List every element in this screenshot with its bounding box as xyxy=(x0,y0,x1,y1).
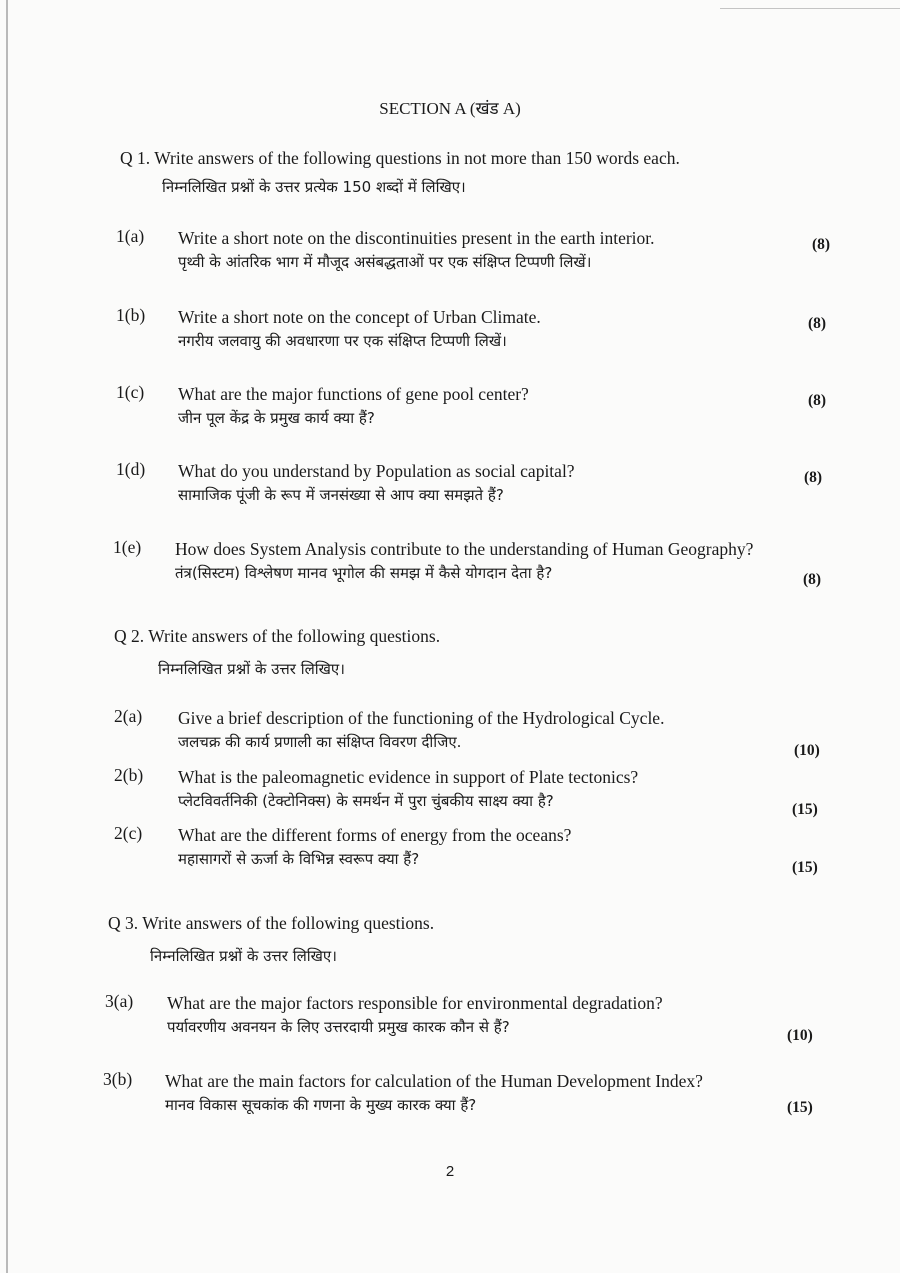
question-3-instruction-hi: निम्नलिखित प्रश्नों के उत्तर लिखिए। xyxy=(150,947,337,965)
question-2-instruction-en: Write answers of the following questions. xyxy=(148,626,441,646)
marks: (15) xyxy=(792,859,818,876)
question-text-en: Write a short note on the concept of Urban Climate. xyxy=(178,307,541,327)
question-text-en: What are the main factors for calculation of the Human Development Index? xyxy=(165,1071,703,1091)
question-text-hi: प्लेटविवर्तनिकी (टेक्टोनिक्स) के समर्थन में पुरा चुंबकीय साक्ष्य क्या है? xyxy=(178,792,554,810)
question-text-en: What is the paleomagnetic evidence in support of Plate tectonics? xyxy=(178,767,639,787)
page-number: 2 xyxy=(445,1163,455,1180)
marks: (8) xyxy=(808,392,827,409)
marks: (15) xyxy=(787,1099,813,1116)
question-3-instruction-en: Write answers of the following questions. xyxy=(142,913,435,933)
marks: (8) xyxy=(812,236,831,253)
question-1-header xyxy=(120,148,680,197)
question-number: 1(e) xyxy=(113,537,142,557)
question-number: 1(a) xyxy=(116,226,145,246)
question-text-en: How does System Analysis contribute to the understanding of Human Geography? xyxy=(175,539,754,559)
question-text-hi: नगरीय जलवायु की अवधारणा पर एक संक्षिप्त टिप्पणी लिखें। xyxy=(178,332,507,350)
question-1-instruction-en: Write answers of the following questions in not more than 150 words each. xyxy=(154,148,680,168)
question-text-en: What are the major functions of gene pool center? xyxy=(178,384,529,404)
question-text-en: What do you understand by Population as social capital? xyxy=(178,461,575,481)
question-3-label: Q 3. xyxy=(108,913,139,933)
question-text-hi: सामाजिक पूंजी के रूप में जनसंख्या से आप क्या समझते हैं? xyxy=(178,486,504,504)
page-top-edge xyxy=(720,8,900,9)
question-text-en: What are the major factors responsible for environmental degradation? xyxy=(167,993,663,1013)
question-1-label: Q 1. xyxy=(120,148,151,168)
question-number: 3(b) xyxy=(103,1069,133,1089)
question-text-hi: मानव विकास सूचकांक की गणना के मुख्य कारक क्या हैं? xyxy=(165,1096,477,1114)
marks: (8) xyxy=(804,469,823,486)
marks: (10) xyxy=(794,742,820,759)
marks: (8) xyxy=(808,315,827,332)
section-title: SECTION A (खंड A) xyxy=(379,99,521,118)
question-text-hi: पृथ्वी के आंतरिक भाग में मौजूद असंबद्धताओं पर एक संक्षिप्त टिप्पणी लिखें। xyxy=(178,253,592,271)
question-text-en: Give a brief description of the functioning of the Hydrological Cycle. xyxy=(178,708,665,728)
question-text-hi: जीन पूल केंद्र के प्रमुख कार्य क्या हैं? xyxy=(178,409,375,427)
question-2-label: Q 2. xyxy=(114,626,145,646)
question-text-en: What are the different forms of energy from the oceans? xyxy=(178,825,572,845)
question-text-hi: पर्यावरणीय अवनयन के लिए उत्तरदायी प्रमुख कारक कौन से हैं? xyxy=(167,1018,510,1036)
question-number: 1(d) xyxy=(116,459,146,479)
question-1-instruction-hi: निम्नलिखित प्रश्नों के उत्तर प्रत्येक 150 शब्दों में लिखिए। xyxy=(162,178,466,196)
marks: (8) xyxy=(803,571,822,588)
question-number: 2(a) xyxy=(114,706,143,726)
question-number: 2(b) xyxy=(114,765,144,785)
question-2-instruction-hi: निम्नलिखित प्रश्नों के उत्तर लिखिए। xyxy=(158,660,345,678)
question-3-header xyxy=(108,913,434,966)
page-left-edge xyxy=(6,0,8,1273)
question-number: 2(c) xyxy=(114,823,143,843)
marks: (15) xyxy=(792,801,818,818)
question-text-hi: महासागरों से ऊर्जा के विभिन्न स्वरूप क्या हैं? xyxy=(178,850,420,868)
question-number: 3(a) xyxy=(105,991,134,1011)
question-2-header xyxy=(114,626,440,679)
question-number: 1(c) xyxy=(116,382,145,402)
question-text-en: Write a short note on the discontinuities present in the earth interior. xyxy=(178,228,655,248)
question-text-hi: जलचक्र की कार्य प्रणाली का संक्षिप्त विवरण दीजिए. xyxy=(178,733,462,751)
question-text-hi: तंत्र(सिस्टम) विश्लेषण मानव भूगोल की समझ में कैसे योगदान देता है? xyxy=(175,564,553,582)
question-number: 1(b) xyxy=(116,305,146,325)
marks: (10) xyxy=(787,1027,813,1044)
